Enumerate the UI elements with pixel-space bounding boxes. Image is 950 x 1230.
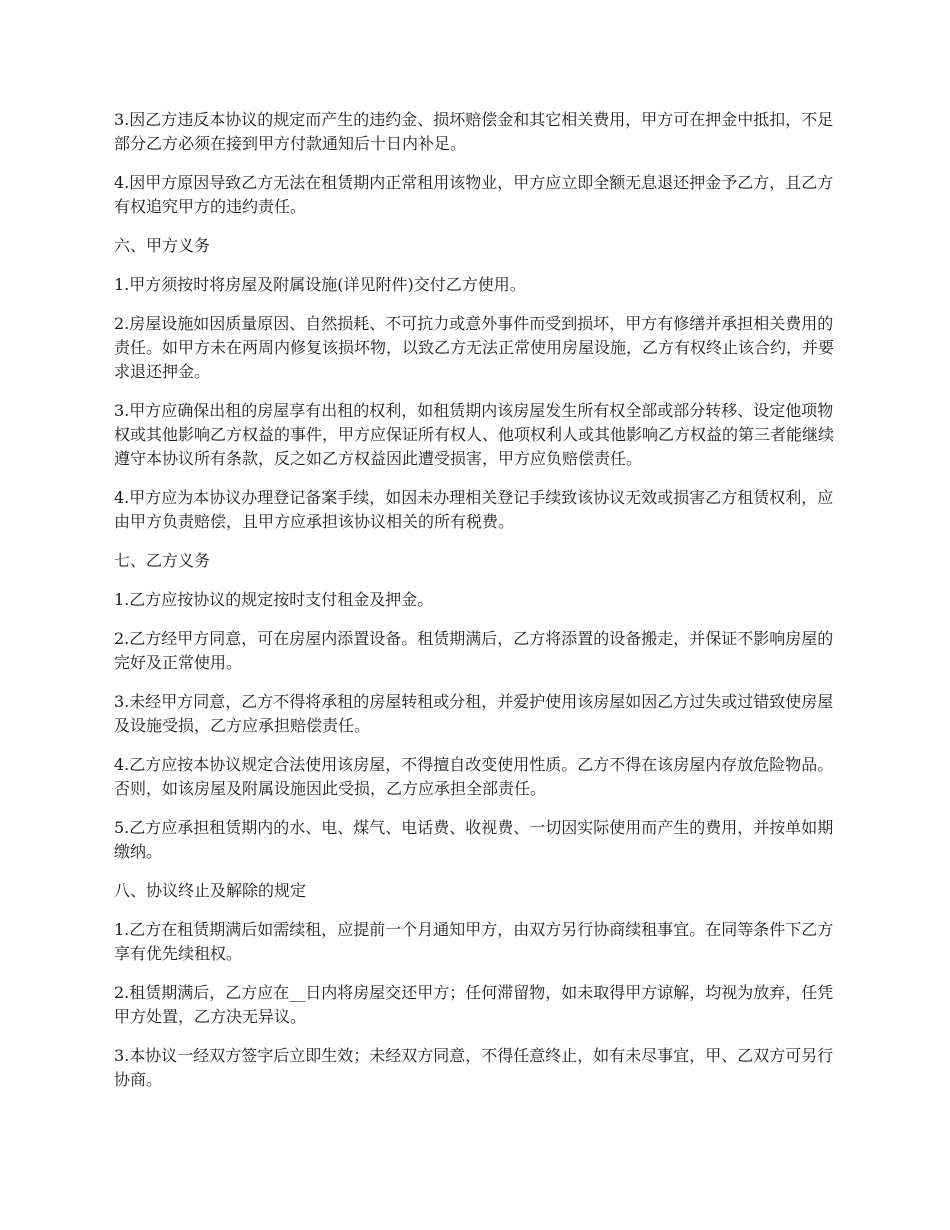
clause-5-4: 4.因甲方原因导致乙方无法在租赁期内正常租用该物业，甲方应立即全额无息退还押金予乙方，且乙方有权追究甲方的违约责任。 <box>114 173 834 216</box>
section-heading-6: 六、甲方义务 <box>114 236 211 255</box>
clause-8-1: 1.乙方在租赁期满后如需续租，应提前一个月通知甲方，由双方另行协商续租事宜。在同等条件下乙方享有优先续租权。 <box>114 920 834 963</box>
clause-7-5: 5.乙方应承担租赁期内的水、电、煤气、电话费、收视费、一切因实际使用而产生的费用，并按单如期缴纳。 <box>114 818 834 861</box>
clause-5-3: 3.因乙方违反本协议的规定而产生的违约金、损坏赔偿金和其它相关费用，甲方可在押金中抵扣，不足部分乙方必须在接到甲方付款通知后十日内补足。 <box>114 110 834 153</box>
clause-7-3: 3.未经甲方同意，乙方不得将承租的房屋转租或分租，并爱护使用该房屋如因乙方过失或过错致使房屋及设施受损，乙方应承担赔偿责任。 <box>114 692 834 735</box>
clause-7-4: 4.乙方应按本协议规定合法使用该房屋，不得擅自改变使用性质。乙方不得在该房屋内存放危险物品。 否则，如该房屋及附属设施因此受损，乙方应承担全部责任。 <box>114 755 834 798</box>
section-heading-7: 七、乙方义务 <box>114 551 211 570</box>
clause-6-3: 3.甲方应确保出租的房屋享有出租的权利，如租赁期内该房屋发生所有权全部或部分转移、设定他项物权或其他影响乙方权益的事件，甲方应保证所有权人、他项权利人或其他影响乙方权益的第三者能继续遵守本协议所有条款，反之如乙方权益因此遭受损害，甲方应负赔偿责任。 <box>114 401 835 468</box>
clause-6-1: 1.甲方须按时将房屋及附属设施(详见附件)交付乙方使用。 <box>114 275 526 294</box>
clause-8-3: 3.本协议一经双方签字后立即生效；未经双方同意，不得任意终止，如有未尽事宜，甲、乙双方可另行协商。 <box>114 1046 834 1089</box>
clause-6-4: 4.甲方应为本协议办理登记备案手续，如因未办理相关登记手续致该协议无效或损害乙方租赁权利，应由甲方负责赔偿，且甲方应承担该协议相关的所有税费。 <box>114 488 834 531</box>
clause-7-2: 2.乙方经甲方同意，可在房屋内添置设备。租赁期满后，乙方将添置的设备搬走，并保证不影响房屋的完好及正常使用。 <box>114 629 834 672</box>
clause-8-2: 2.租赁期满后，乙方应在__日内将房屋交还甲方；任何滞留物，如未取得甲方谅解，均视为放弃，任凭甲方处置，乙方决无异议。 <box>114 983 834 1026</box>
section-heading-8: 八、协议终止及解除的规定 <box>114 881 307 900</box>
clause-7-1: 1.乙方应按协议的规定按时支付租金及押金。 <box>114 590 434 609</box>
document-page <box>114 108 838 1107</box>
clause-6-2: 2.房屋设施如因质量原因、自然损耗、不可抗力或意外事件而受到损坏，甲方有修缮并承担相关费用的责任。如甲方未在两周内修复该损坏物，以致乙方无法正常使用房屋设施，乙方有权终止该合约，并要求退还押金。 <box>114 314 835 381</box>
